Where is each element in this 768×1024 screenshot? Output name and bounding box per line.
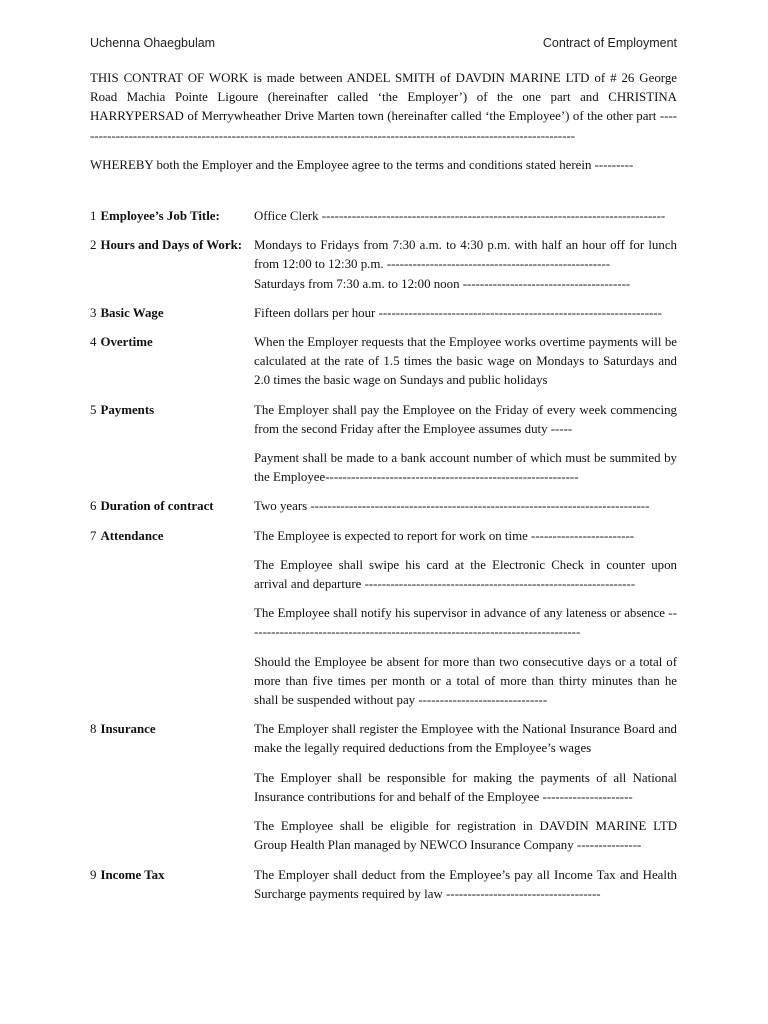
clause-body — [254, 720, 677, 855]
clause-paragraph: The Employee shall swipe his card at the Electronic Check in counter upon arrival and departure --------------------------------------------------------------- — [254, 557, 677, 592]
clause-label — [90, 720, 254, 739]
clause-paragraph: The Employer shall deduct from the Employee’s pay all Income Tax and Health Surcharge payments required by law ------------------------------------ — [254, 867, 677, 901]
clause-label — [90, 207, 254, 226]
clause-paragraph: Payment shall be made to a bank account number of which must be summited by the Employee----------------------------------------------------------- — [254, 451, 677, 485]
clause-body — [254, 527, 677, 711]
contract-body — [90, 69, 677, 914]
clause-paragraph: Mondays to Fridays from 7:30 a.m. to 4:30 p.m. with half an hour off for lunch from 12:00 to 12:30 p.m. ---------------------------------------------------- Saturdays from 7:30 a.m. to 12:00 noon --------------------------------------- — [254, 238, 677, 291]
clause-label — [90, 527, 254, 546]
clause-row — [90, 527, 677, 711]
clause-number: 1 — [90, 209, 97, 224]
clause-label — [90, 497, 254, 516]
clause-paragraph: The Employee shall notify his supervisor in advance of any lateness or absence ------------------------------------------------------------------------------ — [254, 606, 677, 640]
clause-title: Basic Wage — [100, 305, 164, 320]
clause-title: Employee’s Job Title: — [100, 209, 220, 224]
clause-title: Duration of contract — [100, 499, 214, 514]
clause-paragraph: Should the Employee be absent for more than two consecutive days or a total of more than five times per month or a total of more than thirty minutes than he shall be suspended without pay ------------------------------ — [254, 654, 677, 708]
clause-paragraph: The Employer shall be responsible for making the payments of all National Insurance contributions for and behalf of the Employee --------------------- — [254, 770, 677, 804]
clause-row — [90, 333, 677, 391]
clause-body — [254, 304, 677, 323]
clause-paragraph: The Employer shall pay the Employee on the Friday of every week commencing from the second Friday after the Employee assumes duty ----- — [254, 402, 677, 436]
clause-body — [254, 236, 677, 294]
clause-row — [90, 304, 677, 323]
clause-row — [90, 401, 677, 488]
clause-body — [254, 207, 677, 226]
clause-label — [90, 236, 254, 255]
clause-label — [90, 304, 254, 323]
clause-number: 4 — [90, 335, 97, 350]
clause-number: 6 — [90, 499, 97, 514]
clause-body — [254, 333, 677, 391]
clause-list — [90, 207, 677, 904]
clause-label — [90, 333, 254, 352]
clause-paragraph: The Employer shall register the Employee with the National Insurance Board and make the legally required deductions from the Employee’s wages — [254, 722, 677, 756]
clause-body — [254, 866, 677, 904]
clause-paragraph: The Employee shall be eligible for registration in DAVDIN MARINE LTD Group Health Plan managed by NEWCO Insurance Company --------------- — [254, 819, 677, 853]
clause-number: 2 — [90, 238, 97, 253]
clause-number: 7 — [90, 528, 97, 543]
clause-row — [90, 207, 677, 226]
clause-number: 8 — [90, 722, 97, 737]
clause-paragraph: Two years ------------------------------------------------------------------------------- — [254, 499, 650, 514]
clause-number: 3 — [90, 305, 97, 320]
clause-number: 5 — [90, 402, 97, 417]
clause-title: Insurance — [100, 722, 156, 737]
clause-paragraph: The Employee is expected to report for work on time ------------------------ — [254, 528, 635, 543]
clause-row — [90, 497, 677, 516]
clause-paragraph: Fifteen dollars per hour ------------------------------------------------------------------ — [254, 305, 662, 320]
clause-body — [254, 497, 677, 516]
clause-title: Attendance — [100, 528, 164, 543]
header-doc-title: Contract of Employment — [542, 36, 677, 50]
clause-row — [90, 720, 677, 855]
clause-label — [90, 866, 254, 885]
clause-title: Income Tax — [100, 867, 165, 882]
clause-title: Hours and Days of Work: — [100, 238, 243, 253]
clause-number: 9 — [90, 867, 97, 882]
header-author: Uchenna Ohaegbulam — [90, 36, 216, 50]
clause-paragraph: Office Clerk -------------------------------------------------------------------------------- — [254, 209, 666, 224]
clause-title: Overtime — [100, 335, 153, 350]
clause-paragraph: When the Employer requests that the Employee works overtime payments will be calculated at the rate of 1.5 times the basic wage on Mondays to Saturdays and 2.0 times the basic wage on Sundays and public holidays — [254, 335, 677, 388]
running-header — [90, 36, 677, 50]
intro-paragraph: THIS CONTRAT OF WORK is made between ANDEL SMITH of DAVDIN MARINE LTD of # 26 George Road Machia Pointe Ligoure (hereinafter called ‘the Employer’) of the one part and CHRISTINA HARRYPERSAD of Merrywheather Drive Marten town (hereinafter called ‘the Employee’) of the other part --------------------------------------------------------------------------------------------------------------------- — [90, 71, 677, 143]
clause-label — [90, 401, 254, 420]
clause-row — [90, 866, 677, 904]
whereby-paragraph: WHEREBY both the Employer and the Employee agree to the terms and conditions stated herein --------- — [90, 157, 634, 172]
clause-body — [254, 401, 677, 488]
clause-title: Payments — [100, 402, 155, 417]
clause-row — [90, 236, 677, 294]
